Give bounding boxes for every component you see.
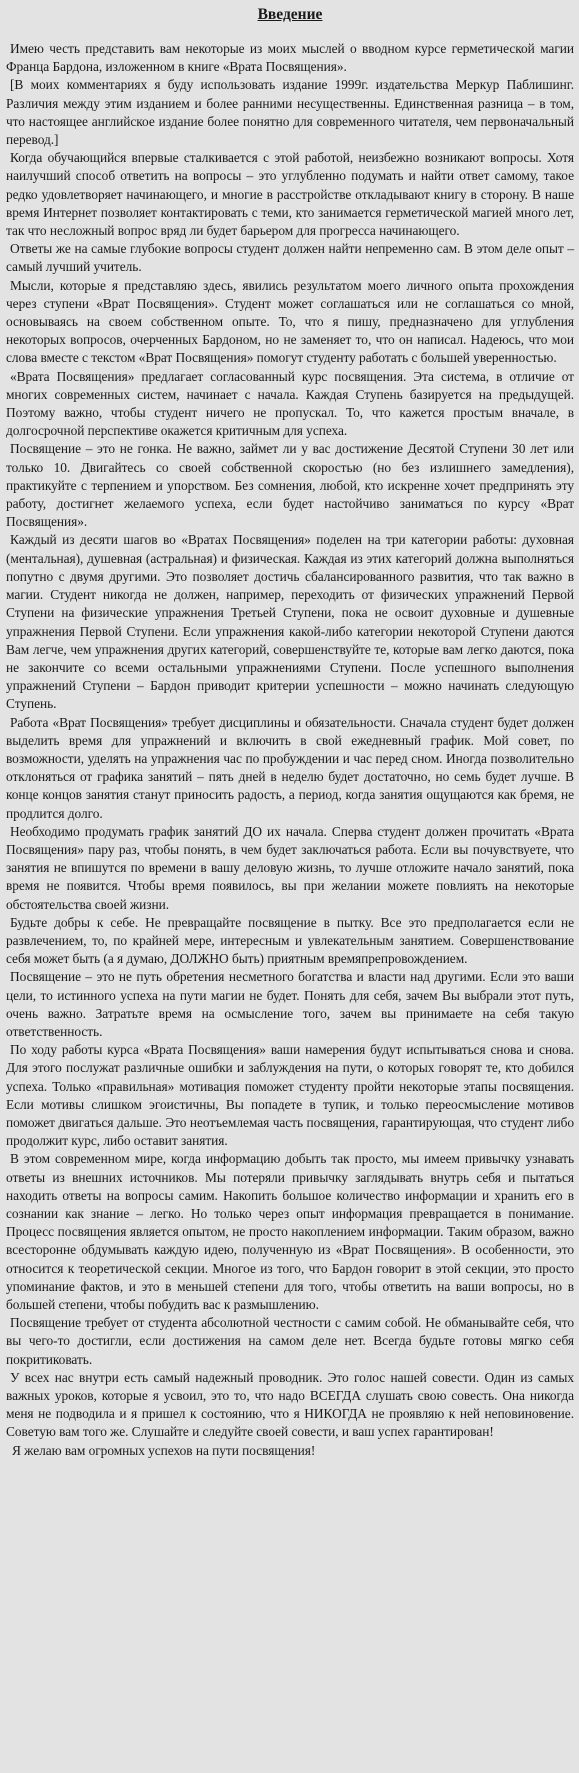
paragraph-be-kind: Будьте добры к себе. Не превращайте посвящение в пытку. Все это предполагается если не развлечением, то, по крайней мере, интересным и увлекательным занятием. Совершенствование себя может быть (а я думаю, ДОЛЖНО быть) приятным времяпрепровождением.	[6, 914, 574, 967]
paragraph-schedule: Необходимо продумать график занятий ДО их начала. Сперва студент должен прочитать «Врата Посвящения» пару раз, чтобы понять, в чем будет заключаться работа. Если вы почувствуете, что занятия не впишутся по времени в вашу деловую жизнь, то лучше отложите начало занятий, пока время не появится. Чтобы время появилось, вы при желании можете повлиять на некоторые обстоятельства своей жизни.	[6, 823, 574, 912]
paragraph-personal-thoughts: Мысли, которые я представляю здесь, явились результатом моего личного опыта прохождения через ступени «Врат Посвящения». Студент может соглашаться или не соглашаться со мной, основываясь на своем собственном опыте. То, что я пишу, предназначено для углубления некоторых вопросов, очерченных Бардоном, но не заменяет то, что он написал. Надеюсь, что мои слова вместе с текстом «Врат Посвящения» помогут студенту работать с большей уверенностью.	[6, 277, 574, 366]
paragraph-questions: Когда обучающийся впервые сталкивается с этой работой, неизбежно возникают вопросы. Хотя наилучший способ ответить на вопросы – это углубленно подумать и найти ответ самому, такое редко удовлетворяет начинающего, и многие в расстройстве откладывают книгу в сторону. В наше время Интернет позволяет контактировать с теми, кто занимается герметической магией много лет, так что несложный вопрос вряд ли будет барьером для прогресса начинающего.	[6, 150, 574, 239]
paragraph-not-power: Посвящение – это не путь обретения несметного богатства и власти над другими. Если это ваши цели, то истинного успеха на пути магии не будет. Понять для себя, зачем Вы выбрали этот путь, очень важно. Затратьте время на осмысление того, зачем вы принимаете на себя такую ответственность.	[6, 969, 574, 1039]
document-title: Введение	[257, 6, 323, 23]
paragraph-not-a-race: Посвящение – это не гонка. Не важно, займет ли у вас достижение Десятой Ступени 30 лет или только 10. Двигайтесь со своей собственной скоростью (но без излишнего замедления), практикуйте с терпением и упорством. Без сомнения, любой, кто искренне хочет предпринять эту работу, достигнет желаемого успеха, если будет настойчиво заниматься по курсу «Врат Посвящения».	[6, 441, 574, 530]
paragraph-intro: Имею честь представить вам некоторые из моих мыслей о вводном курсе герметической магии Франца Бардона, изложенном в книге «Врата Посвящения».	[6, 41, 574, 75]
paragraph-system: «Врата Посвящения» предлагает согласованный курс посвящения. Эта система, в отличие от многих современных систем, начинает с начала. Каждая Ступень базируется на предыдущей. Поэтому важно, чтобы студент ничего не пропускал. То, что кажется простым вначале, в долгосрочной перспективе окажется критичным для успеха.	[6, 368, 574, 439]
paragraph-experience: Ответы же на самые глубокие вопросы студент должен найти непременно сам. В этом деле опыт – самый лучший учитель.	[6, 241, 574, 275]
paragraph-discipline: Работа «Врат Посвящения» требует дисциплины и обязательности. Сначала студент будет должен выделить время для упражнений и включить в свой ежедневный график. Мой совет, по возможности, уделять на упражнения час по пробуждении и час перед сном. Иногда позволительно отклоняться от графика занятий – пять дней в неделю будет достаточно, но семь будет лучше. В конце концов занятия станут приносить радость, а период, когда занятия ощущаются как бремя, не продлится долго.	[6, 714, 574, 821]
paragraph-honesty: Посвящение требует от студента абсолютной честности с самим собой. Не обманывайте себя, что вы чего-то достигли, если достижения на самом деле нет. Всегда будьте готовы мягко себя покритиковать.	[6, 1315, 574, 1367]
paragraph-motivation: По ходу работы курса «Врата Посвящения» ваши намерения будут испытываться снова и снова. Для этого послужат различные ошибки и заблуждения на пути, о которых говорят те, кто добился успеха. Только «правильная» мотивация поможет студенту пройти некоторые этапы посвящения. Если мотивы слишком эгоистичны, Вы попадете в тупик, и только переосмысление мотивов поможет двигаться дальше. Это неотъемлемая часть посвящения, гарантирующая, что студент либо продолжит курс, либо оставит занятия.	[6, 1042, 574, 1149]
paragraph-closing: Я желаю вам огромных успехов на пути посвящения!	[12, 1442, 316, 1458]
paragraph-three-categories: Каждый из десяти шагов во «Вратах Посвящения» поделен на три категории работы: духовная (ментальная), душевная (астральная) и физическая. Каждая из этих категорий должна выполняться попутно с двумя другими. Это позволяет достичь сбалансированного развития, что так важно в магии. Студент никогда не должен, например, переходить от физических упражнений Первой Ступени на физические упражнения Третьей Ступени, пока не освоит духовные и душевные упражнения Первой Ступени. Если упражнения какой-либо категории некоторой Ступени даются Вам легче, чем упражнения других категорий, совершенствуйте те, которые вам легко даются, пока не закончите со всеми остальными упражнениями Ступени. После успешного выполнения упражнений Ступени – Бардон приводит критерии успешности – можно начинать следующую Ступень.	[6, 532, 574, 712]
document-body	[6, 40, 574, 1460]
paragraph-conscience: У всех нас внутри есть самый надежный проводник. Это голос нашей совести. Один из самых важных уроков, которые я усвоил, это то, что надо ВСЕГДА слушать свою совесть. Она никогда меня не подводила и я пришел к состоянию, что я НИКОГДА не проявляю к ней неповиновение. Советую вам того же. Слушайте и следуйте своей совести, и ваш успех гарантирован!	[6, 1369, 574, 1440]
paragraph-information: В этом современном мире, когда информацию добыть так просто, мы имеем привычку узнавать ответы из внешних источников. Мы потеряли привычку заглядывать внутрь себя и пытаться находить ответы на вопросы самим. Накопить большое количество информации и хранить его в сознании как знание – легко. Но только через опыт информация превращается в понимание. Процесс посвящения является опытом, не просто накоплением информации. Таким образом, важно всесторонне обдумывать каждую идею, полученную из «Врат Посвящения». В особенности, это относится к теоретической секции. Многое из того, что Бардон говорит в этой секции, это просто упоминание фактов, и это в меньшей степени для того, чтобы ответить на ваши вопросы, но в большей степени, чтобы побудить вас к размышлению.	[6, 1151, 574, 1313]
paragraph-edition-note: [В моих комментариях я буду использовать издание 1999г. издательства Меркур Паблишинг. Различия между этим изданием и более ранними несущественны. Единственная разница – в том, что настоящее английское издание более понятно для современного читателя, чем первоначальный перевод.]	[6, 77, 574, 148]
